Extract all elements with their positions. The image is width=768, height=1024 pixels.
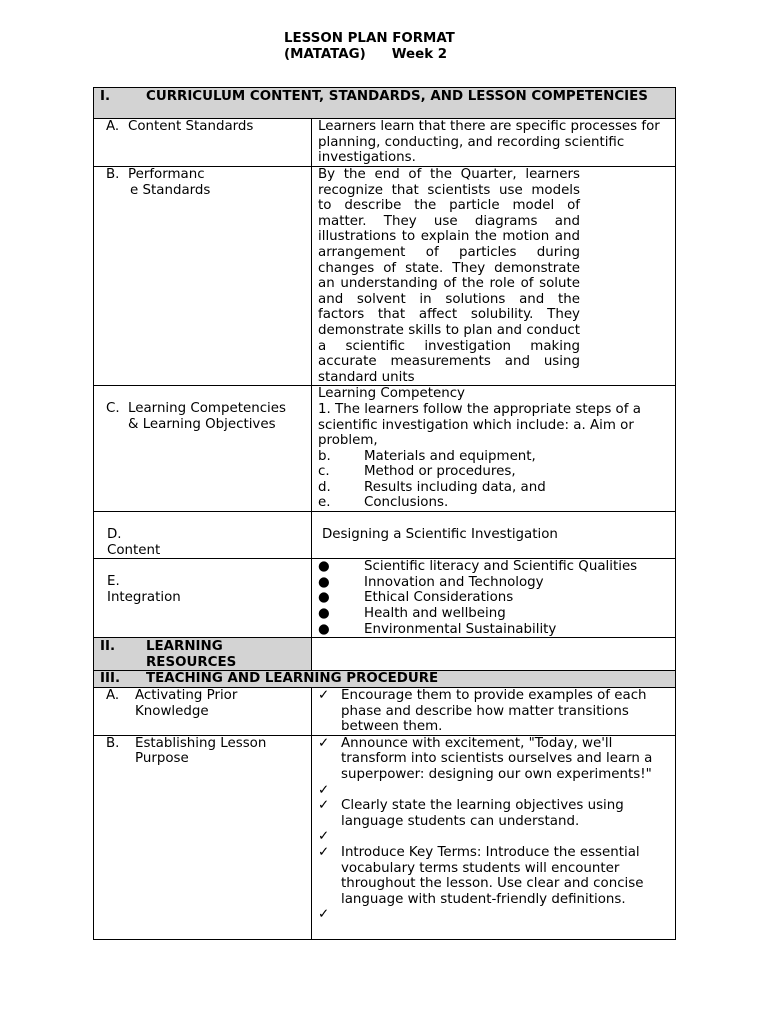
activating-row xyxy=(94,688,676,736)
competencies-label-1: Learning Competencies xyxy=(128,401,286,417)
content-label: Content xyxy=(107,542,161,558)
page-title xyxy=(284,31,455,63)
content-standards-label-cell xyxy=(94,119,312,167)
content-letter: D. xyxy=(107,527,122,543)
integration-item xyxy=(318,590,671,606)
competency-text: Conclusions. xyxy=(364,495,449,511)
bullet-icon: ● xyxy=(318,590,330,606)
competency-item xyxy=(318,464,671,480)
competencies-label-2: & Learning Objectives xyxy=(128,416,276,432)
integration-item-text: Ethical Considerations xyxy=(364,590,514,606)
content-row xyxy=(94,512,676,559)
performance-standards-label-2: e Standards xyxy=(130,182,211,198)
establishing-item xyxy=(318,845,671,907)
bullet-icon: ● xyxy=(318,606,330,622)
integration-label-cell xyxy=(94,559,312,638)
activating-item xyxy=(318,688,671,735)
establishing-text: Announce with excitement, "Today, we'll transform into scientists ourselves and learn a superpower: designing our own experiments!" xyxy=(341,735,653,782)
section-1-row xyxy=(94,88,676,119)
establishing-item xyxy=(318,736,671,783)
check-icon: ✓ xyxy=(318,782,330,798)
check-icon: ✓ xyxy=(318,907,330,923)
competencies-intro: 1. The learners follow the appropriate steps of a scientific investigation which include: a. Aim or problem, xyxy=(318,401,641,449)
performance-standards-label-1: Performanc xyxy=(128,167,205,182)
section-2-number: II. xyxy=(100,639,116,655)
integration-letter: E. xyxy=(107,574,120,590)
establishing-item xyxy=(318,829,671,845)
integration-item-text: Scientific literacy and Scientific Qualities xyxy=(364,559,638,575)
performance-standards-row xyxy=(94,167,676,386)
content-standards-letter: A. xyxy=(106,119,120,134)
competency-item xyxy=(318,449,671,465)
section-3-number: III. xyxy=(100,671,121,687)
title-line-1: LESSON PLAN FORMAT xyxy=(284,31,455,46)
check-icon: ✓ xyxy=(318,798,330,814)
content-standards-text: Learners learn that there are specific processes for planning, conducting, and recording scientific investigations. xyxy=(312,119,676,167)
lesson-plan-table xyxy=(93,87,676,940)
competencies-row xyxy=(94,386,676,512)
competencies-cell xyxy=(312,386,676,512)
integration-item-text: Health and wellbeing xyxy=(364,606,506,622)
check-icon: ✓ xyxy=(318,844,330,860)
bullet-icon: ● xyxy=(318,574,330,590)
integration-item xyxy=(318,559,671,575)
performance-standards-letter: B. xyxy=(106,167,120,182)
content-label-cell xyxy=(94,512,312,559)
competency-text: Materials and equipment, xyxy=(364,448,536,464)
establishing-item xyxy=(318,798,671,829)
integration-item-text: Innovation and Technology xyxy=(364,574,544,590)
competency-marker: b. xyxy=(318,448,331,464)
establishing-cell xyxy=(312,735,676,939)
establishing-text: Introduce Key Terms: Introduce the essential vocabulary terms students will encounter throughout the lesson. Use clear and concise language with student-friendly definitions. xyxy=(341,844,644,907)
activating-cell xyxy=(312,688,676,736)
establishing-text: Clearly state the learning objectives using language students can understand. xyxy=(341,798,624,829)
check-icon: ✓ xyxy=(318,688,330,703)
competencies-label-cell xyxy=(94,386,312,512)
performance-standards-text: By the end of the Quarter, learners recognize that scientists use models to describe the particle model of matter. They use diagrams and illustrations to explain the motion and arrangement of particles during changes of state. They demonstrate an understanding of the role of solute and solvent in solutions and the factors that affect solubility. They demonstrate skills to plan and conduct a scientific investigation making accurate measurements and using standard units xyxy=(318,167,580,385)
activating-label-1: Activating Prior xyxy=(135,688,238,703)
section-1-title: CURRICULUM CONTENT, STANDARDS, AND LESSON COMPETENCIES xyxy=(146,89,648,104)
bullet-icon: ● xyxy=(318,559,330,575)
section-2-title-2: RESOURCES xyxy=(146,654,237,670)
integration-item xyxy=(318,622,671,638)
integration-list xyxy=(312,559,676,638)
competency-text: Method or procedures, xyxy=(364,464,516,480)
competencies-letter: C. xyxy=(106,401,120,417)
section-3-header xyxy=(94,671,676,688)
activating-text: Encourage them to provide examples of each phase and describe how matter transitions between them. xyxy=(341,688,647,735)
title-line-2 xyxy=(284,47,455,63)
competency-item xyxy=(318,480,671,496)
title-matatag: (MATATAG) xyxy=(284,47,366,62)
integration-label: Integration xyxy=(107,589,181,605)
activating-label-2: Knowledge xyxy=(135,703,209,719)
section-3-row xyxy=(94,671,676,688)
section-3-title: TEACHING AND LEARNING PROCEDURE xyxy=(146,671,439,687)
title-week: Week 2 xyxy=(391,47,448,62)
section-1-header xyxy=(94,88,676,119)
performance-standards-cell xyxy=(312,167,676,386)
content-standards-label: Content Standards xyxy=(128,119,254,134)
establishing-letter: B. xyxy=(106,735,120,751)
content-standards-row xyxy=(94,119,676,167)
section-2-title-1: LEARNING xyxy=(146,639,223,655)
establishing-item xyxy=(318,907,671,923)
section-2-row xyxy=(94,638,676,671)
establishing-item xyxy=(318,783,671,799)
bullet-icon: ● xyxy=(318,621,330,637)
check-icon: ✓ xyxy=(318,829,330,845)
integration-item xyxy=(318,575,671,591)
activating-label-cell xyxy=(94,688,312,736)
establishing-row xyxy=(94,735,676,939)
integration-row xyxy=(94,559,676,638)
integration-item xyxy=(318,606,671,622)
establishing-label-cell xyxy=(94,735,312,939)
competency-marker: e. xyxy=(318,495,331,511)
learning-resources-cell xyxy=(312,638,676,671)
competency-marker: c. xyxy=(318,464,330,480)
check-icon: ✓ xyxy=(318,735,330,751)
section-1-number: I. xyxy=(100,89,111,104)
performance-standards-label-cell xyxy=(94,167,312,386)
activating-letter: A. xyxy=(106,688,120,703)
competency-marker: d. xyxy=(318,479,331,495)
competency-item xyxy=(318,495,671,511)
establishing-label-2: Purpose xyxy=(135,751,189,767)
competency-text: Results including data, and xyxy=(364,479,546,495)
integration-item-text: Environmental Sustainability xyxy=(364,621,557,637)
establishing-label-1: Establishing Lesson xyxy=(135,735,267,751)
competencies-heading: Learning Competency xyxy=(318,386,465,402)
content-text: Designing a Scientific Investigation xyxy=(312,512,676,559)
section-2-header xyxy=(94,638,312,671)
